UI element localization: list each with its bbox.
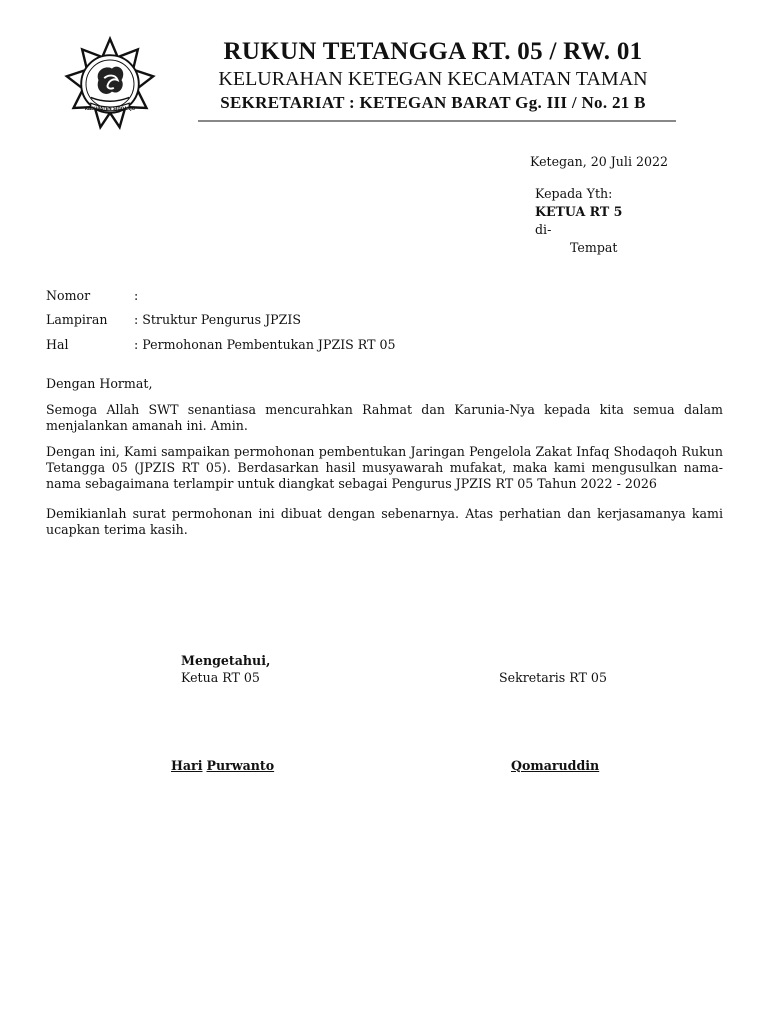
letterhead-address: SEKRETARIAT : KETEGAN BARAT Gg. III / No. 21 B xyxy=(220,93,646,112)
recipient-greeting: Kepada Yth: xyxy=(535,186,613,201)
left-signatory-last-name: Purwanto xyxy=(206,758,275,773)
right-signatory-role: Sekretaris RT 05 xyxy=(499,670,607,685)
recipient-name: KETUA RT 5 xyxy=(535,204,623,219)
letterhead-title: RUKUN TETANGGA RT. 05 / RW. 01 xyxy=(223,38,643,65)
letterhead-divider xyxy=(198,120,676,122)
meta-label-lampiran: Lampiran xyxy=(46,312,108,327)
meta-value-lampiran: : Struktur Pengurus JPZIS xyxy=(134,312,302,327)
acknowledged-label: Mengetahui, xyxy=(181,653,271,668)
salutation: Dengan Hormat, xyxy=(46,376,153,391)
left-signatory-role: Ketua RT 05 xyxy=(181,670,260,685)
recipient-place: Tempat xyxy=(570,240,618,255)
body-paragraph-2: Dengan ini, Kami sampaikan permohonan pembentukan Jaringan Pengelola Zakat Infaq Shodaqoh Rukun Tetangga 05 (JPZIS RT 05). Berdasarkan hasil musyawarah mufakat, maka kami mengusulkan nama-nama sebagaimana terlampir untuk diangkat sebagai Pengurus JPZIS RT 05 Tahun 2022 - 2026 xyxy=(46,444,723,491)
body-paragraph-1: Semoga Allah SWT senantiasa mencurahkan Rahmat dan Karunia-Nya kepada kita semua dalam menjalankan amanah ini. Amin. xyxy=(46,402,723,433)
meta-label-nomor: Nomor xyxy=(46,288,91,303)
letterhead-subtitle: KELURAHAN KETEGAN KECAMATAN TAMAN xyxy=(218,68,648,90)
left-signatory-name xyxy=(171,758,274,773)
meta-value-nomor: : xyxy=(134,288,139,303)
right-signatory-name: Qomaruddin xyxy=(511,758,600,773)
place-date: Ketegan, 20 Juli 2022 xyxy=(530,154,669,169)
meta-value-hal: : Permohonan Pembentukan JPZIS RT 05 xyxy=(134,337,396,352)
svg-text:KABUPATEN SIDOARJO: KABUPATEN SIDOARJO xyxy=(84,105,136,111)
left-signatory-first-name: Hari xyxy=(171,758,203,773)
regional-emblem-icon xyxy=(62,36,158,132)
recipient-at: di- xyxy=(535,222,552,237)
body-paragraph-3: Demikianlah surat permohonan ini dibuat dengan sebenarnya. Atas perhatian dan kerjasamanya kami ucapkan terima kasih. xyxy=(46,506,723,537)
meta-label-hal: Hal xyxy=(46,337,69,352)
